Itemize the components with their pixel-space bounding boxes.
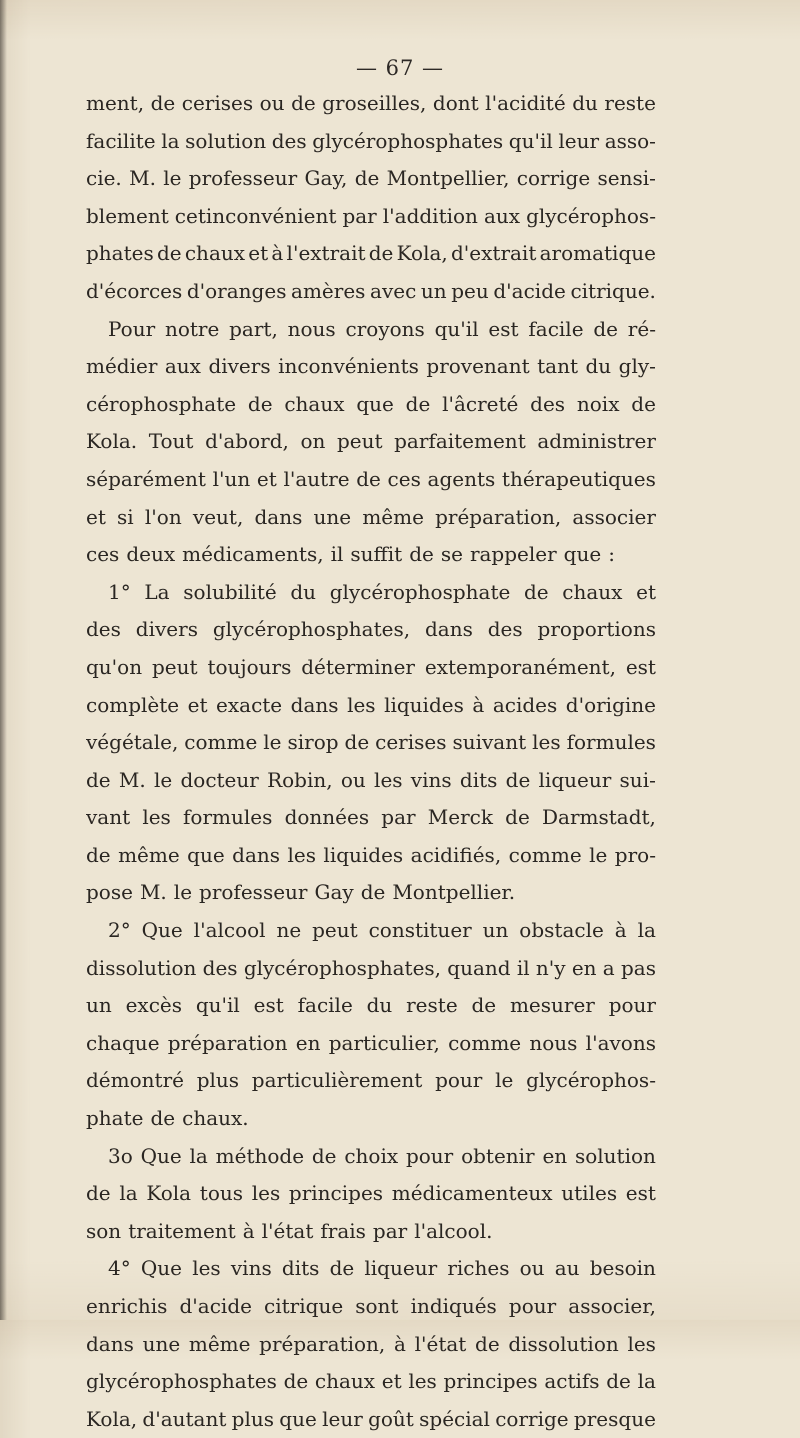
text-line: facilite la solution des glycérophosphates qu'il leur asso- <box>86 128 656 153</box>
text-line: cérophosphate de chaux que de l'âcreté des noix de <box>86 391 656 416</box>
text-line: séparément l'un et l'autre de ces agents thérapeutiques <box>86 466 656 491</box>
text-line: ment, de cerises ou de groseilles, dont l'acidité du reste <box>86 91 656 115</box>
text-line: son traitement à l'état frais par l'alcool. <box>86 1218 493 1243</box>
text-line: cie. M. le professeur Gay, de Montpellier, corrige sensi- <box>86 166 656 191</box>
text-line: de M. le docteur Robin, ou les vins dits de liqueur sui- <box>86 767 656 792</box>
text-line: de même que dans les liquides acidifiés, comme le pro- <box>86 842 656 867</box>
text-line: 4° Que les vins dits de liqueur riches ou au besoin <box>108 1256 656 1281</box>
text-line: glycérophosphates de chaux et les principes actifs de la <box>86 1369 656 1394</box>
text-line: 3o Que la méthode de choix pour obtenir en solution <box>108 1143 656 1168</box>
text-line: qu'on peut toujours déterminer extemporanément, est <box>86 654 656 679</box>
text-line: démontré plus particulièrement pour le glycérophos- <box>86 1068 656 1093</box>
text-line: des divers glycérophosphates, dans des proportions <box>86 617 656 642</box>
text-line: pose M. le professeur Gay de Montpellier. <box>86 880 516 905</box>
text-line: phate de chaux. <box>86 1106 249 1131</box>
text-line: Kola, d'autant plus que leur goût spécial corrige presque <box>86 1406 656 1431</box>
text-line: 1° La solubilité du glycérophosphate de chaux et <box>108 579 656 604</box>
text-line: ces deux médicaments, il suffit de se rappeler que : <box>86 542 615 567</box>
text-line: dans une même préparation, à l'état de dissolution les <box>86 1331 656 1356</box>
text-line: et si l'on veut, dans une même préparation, associer <box>86 504 656 529</box>
text-line: blement cetinconvénient par l'addition aux glycérophos- <box>86 203 656 228</box>
text-line: phates de chaux et à l'extrait de Kola, d'extrait aromatique <box>86 241 656 266</box>
text-line: vant les formules données par Merck de Darmstadt, <box>86 805 656 830</box>
text-line: complète et exacte dans les liquides à acides d'origine <box>86 692 656 717</box>
text-line: Kola. Tout d'abord, on peut parfaitement administrer <box>86 429 656 454</box>
text-line: végétale, comme le sirop de cerises suivant les formules <box>86 730 656 755</box>
text-line: Pour notre part, nous croyons qu'il est facile de ré- <box>108 316 656 341</box>
text-line: dissolution des glycérophosphates, quand il n'y en a pas <box>86 955 656 980</box>
page-number: — 67 — <box>355 56 445 80</box>
text-line: 2° Que l'alcool ne peut constituer un obstacle à la <box>108 918 656 943</box>
text-line: chaque préparation en particulier, comme nous l'avons <box>86 1030 656 1055</box>
text-line: de la Kola tous les principes médicamenteux utiles est <box>86 1181 656 1206</box>
text-line: médier aux divers inconvénients provenant tant du gly- <box>86 354 656 379</box>
text-line: un excès qu'il est facile du reste de mesurer pour <box>86 993 656 1018</box>
text-line: enrichis d'acide citrique sont indiqués pour associer, <box>86 1294 656 1318</box>
text-line: d'écorces d'oranges amères avec un peu d'acide citrique. <box>86 278 656 303</box>
body-text <box>86 85 656 1438</box>
